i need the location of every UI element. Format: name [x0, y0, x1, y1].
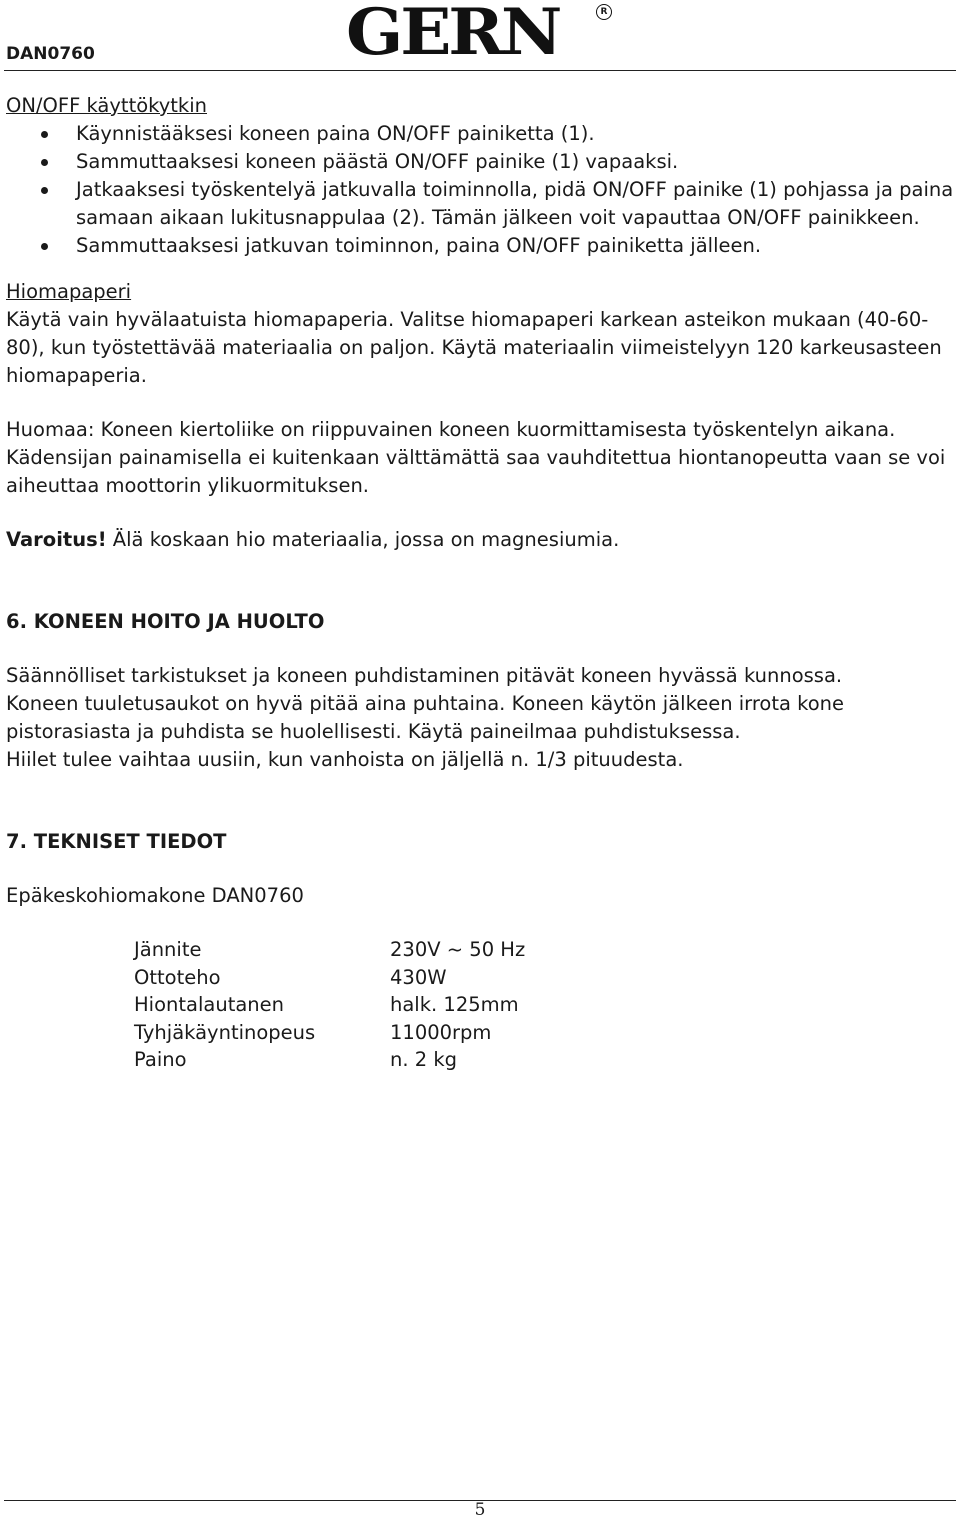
- onoff-section-title: ON/OFF käyttökytkin: [6, 94, 207, 117]
- maintenance-heading: 6. KONEEN HOITO JA HUOLTO: [6, 610, 325, 633]
- spec-label: Ottoteho: [134, 965, 221, 989]
- spec-label: Tyhjäkäyntinopeus: [134, 1020, 316, 1044]
- spacer: [6, 554, 954, 608]
- spacer: [6, 910, 954, 936]
- list-item-text: Käynnistääksesi koneen paina ON/OFF painiketta (1).: [76, 122, 595, 145]
- list-item-text: Sammuttaaksesi koneen päästä ON/OFF painike (1) vapaaksi.: [76, 150, 679, 173]
- page-header: [0, 0, 960, 72]
- bullet-icon: [41, 131, 48, 138]
- list-item: [6, 148, 954, 176]
- spec-value: 230V ~ 50 Hz: [390, 938, 526, 961]
- specs-table: [134, 936, 954, 1074]
- list-item-text: Sammuttaaksesi jatkuvan toiminnon, paina ON/OFF painiketta jälleen.: [76, 234, 762, 257]
- table-row: [134, 1046, 954, 1074]
- spec-value: n. 2 kg: [390, 1048, 458, 1071]
- table-row: [134, 1019, 954, 1047]
- spec-label: Hiontalautanen: [134, 993, 285, 1016]
- page-number: 5: [474, 1500, 486, 1520]
- warning-paragraph: [6, 526, 954, 554]
- spec-label: Jännite: [134, 938, 202, 961]
- bullet-icon: [41, 159, 48, 166]
- header-divider: [4, 70, 956, 71]
- page-content: [6, 92, 954, 1074]
- technical-heading: 7. TEKNISET TIEDOT: [6, 830, 227, 853]
- sandpaper-section-title: Hiomapaperi: [6, 280, 132, 303]
- table-row: [134, 936, 954, 964]
- model-name: Epäkeskohiomakone DAN0760: [6, 884, 304, 907]
- document-code: DAN0760: [6, 44, 95, 64]
- warning-text: Älä koskaan hio materiaalia, jossa on magnesiumia.: [106, 528, 620, 551]
- spacer: [6, 636, 954, 662]
- table-row: [134, 964, 954, 992]
- table-row: [134, 991, 954, 1019]
- list-item-text: Jatkaaksesi työskentelyä jatkuvalla toiminnolla, pidä ON/OFF painike (1) pohjassa ja paina samaan aikaan lukitusnappulaa (2). Tämän jälkeen voit vapauttaa ON/OFF painikkeen.: [76, 178, 954, 229]
- gern-logo: GERN: [346, 0, 560, 70]
- spec-value: 430W: [390, 965, 447, 989]
- spacer: [6, 500, 954, 526]
- spacer: [6, 856, 954, 882]
- maintenance-line: Hiilet tulee vaihtaa uusiin, kun vanhoista on jäljellä n. 1/3 pituudesta.: [6, 748, 684, 771]
- spacer: [6, 390, 954, 416]
- onoff-bullet-list: [6, 120, 954, 260]
- bullet-icon: [41, 187, 48, 194]
- maintenance-line: Koneen tuuletusaukot on hyvä pitää aina puhtaina. Koneen käytön jälkeen irrota kone pistorasiasta ja puhdista se huolellisesti. Käytä paineilmaa puhdistuksessa.: [6, 692, 845, 743]
- sandpaper-paragraph: Käytä vain hyvälaatuista hiomapaperia. Valitse hiomapaperi karkean asteikon mukaan (40-60-80), kun työstettävää materiaalia on paljon. Käytä materiaalin viimeistelyyn 120 karkeusasteen hiomapaperia.: [6, 308, 942, 387]
- warning-label: Varoitus!: [6, 528, 107, 551]
- spacer: [6, 774, 954, 828]
- spacer: [6, 260, 954, 278]
- list-item: [6, 120, 954, 148]
- maintenance-line: Säännölliset tarkistukset ja koneen puhdistaminen pitävät koneen hyvässä kunnossa.: [6, 664, 843, 687]
- spec-value: halk. 125mm: [390, 993, 519, 1016]
- list-item: [6, 176, 954, 232]
- registered-mark-icon: R: [596, 4, 612, 20]
- rotation-note: Huomaa: Koneen kiertoliike on riippuvainen koneen kuormittamisesta työskentelyn aikana. Kädensijan painamisella ei kuitenkaan välttämättä saa vauhditettua hiontanopeutta vaan se voi aiheuttaa moottorin ylikuormituksen.: [6, 418, 946, 497]
- spec-value: 11000rpm: [390, 1020, 492, 1044]
- list-item: [6, 232, 954, 260]
- bullet-icon: [41, 243, 48, 250]
- spec-label: Paino: [134, 1048, 187, 1071]
